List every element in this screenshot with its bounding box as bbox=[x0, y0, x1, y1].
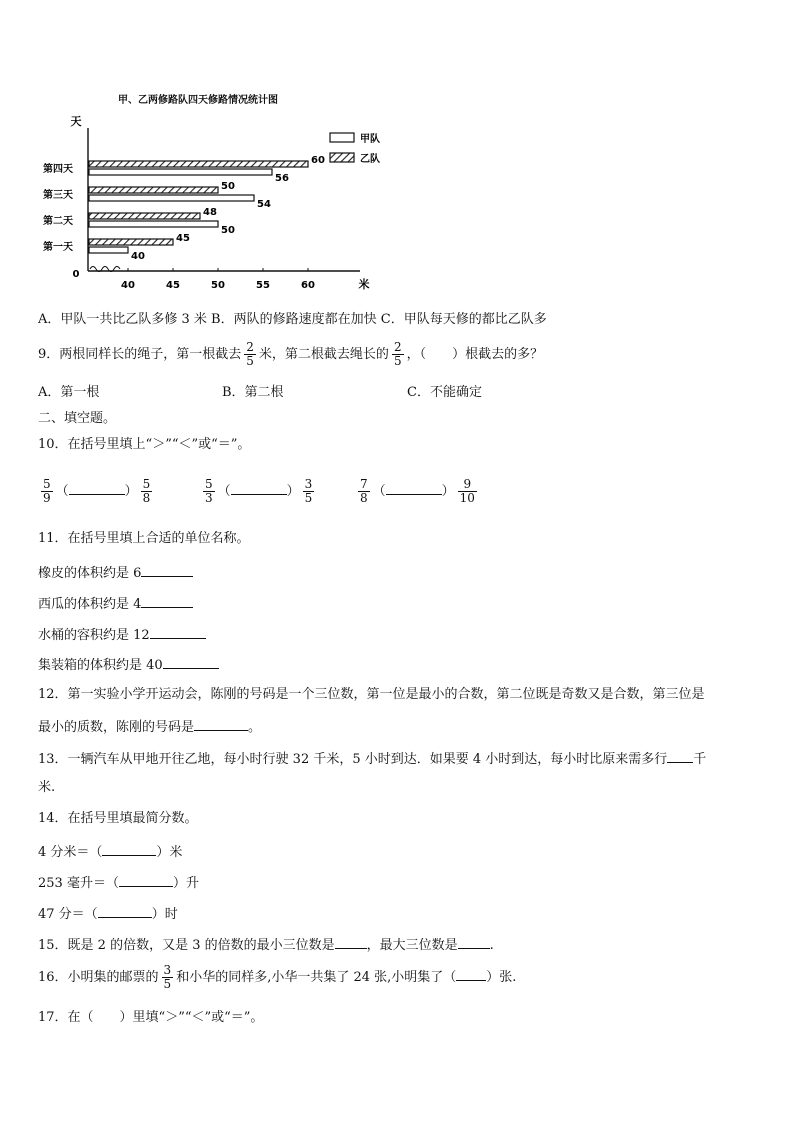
fraction-denominator: 8 bbox=[142, 491, 151, 505]
x-tick-label: 0 bbox=[72, 269, 80, 280]
q11-item-4-text: 集装箱的体积约是 40 bbox=[38, 658, 163, 673]
bar-team-a bbox=[89, 221, 218, 227]
data-label: 50 bbox=[221, 225, 235, 236]
data-label: 56 bbox=[275, 173, 289, 184]
legend-label: 乙队 bbox=[360, 154, 380, 165]
q9-fraction-2-den: 5 bbox=[393, 354, 402, 368]
fraction-numerator: 9 bbox=[463, 477, 472, 491]
fraction-denominator: 9 bbox=[43, 491, 51, 505]
x-tick-label: 45 bbox=[166, 280, 180, 291]
q16-blank[interactable] bbox=[456, 968, 486, 981]
q10-pair-1-left bbox=[41, 478, 53, 505]
q9-fraction-1-num: 2 bbox=[246, 340, 254, 354]
q9-fraction-1 bbox=[244, 341, 256, 368]
q11-item-1-blank[interactable] bbox=[141, 564, 193, 577]
q13-line-1-text: 13．一辆汽车从甲地开往乙地，每小时行驶 32 千米，5 小时到达．如果要 4 小时到达，每小时比原来需多行 bbox=[38, 752, 668, 767]
q11-item-1-text: 橡皮的体积约是 6 bbox=[38, 566, 142, 581]
q13-line-1 bbox=[38, 750, 706, 768]
data-label: 48 bbox=[203, 207, 217, 218]
q16-text-1: 16．小明集的邮票的 bbox=[38, 970, 159, 985]
bar-team-b bbox=[89, 187, 218, 193]
paren-close: ） bbox=[441, 484, 455, 499]
q12-blank[interactable] bbox=[194, 718, 248, 731]
q9-text-3: ，（ ）根截去的多？ bbox=[406, 347, 544, 362]
fraction-denominator: 8 bbox=[360, 491, 368, 505]
category-label: 第二天 bbox=[43, 216, 73, 227]
q11-item-3 bbox=[38, 626, 206, 644]
q10-pair-2-blank[interactable] bbox=[231, 482, 287, 495]
q11-stem: 11．在括号里填上合适的单位名称。 bbox=[38, 531, 250, 546]
q10-stem: 10．在括号里填上“＞”“＜”或“＝”。 bbox=[38, 437, 251, 452]
q15-text-2: ，最大三位数是 bbox=[366, 938, 458, 953]
fraction-denominator: 5 bbox=[304, 491, 313, 505]
fraction-numerator: 5 bbox=[43, 477, 51, 491]
q11-item-3-blank[interactable] bbox=[150, 626, 206, 639]
q14-item-2-pre: 253 毫升＝（ bbox=[38, 876, 119, 891]
q8-options: A．甲队一共比乙队多修 3 米 B．两队的修路速度都在加快 C．甲队每天修的都比乙队多 bbox=[38, 312, 547, 327]
q11-item-4 bbox=[38, 656, 219, 674]
q11-item-2 bbox=[38, 595, 193, 613]
q9-text-1: 9．两根同样长的绳子，第一根截去 bbox=[38, 347, 242, 362]
category-label: 第四天 bbox=[43, 164, 73, 175]
category-label: 第一天 bbox=[43, 242, 73, 253]
q10-pair-3 bbox=[355, 472, 480, 512]
q9-option-c: C．不能确定 bbox=[407, 385, 482, 400]
q16-text-3: ）张. bbox=[486, 970, 517, 985]
q12-line-2 bbox=[38, 718, 261, 736]
paren-close: ） bbox=[124, 484, 138, 499]
q13-blank[interactable] bbox=[667, 750, 693, 763]
q16-fraction bbox=[162, 964, 174, 991]
q14-item-3 bbox=[38, 905, 178, 923]
q10-pair-2-left bbox=[203, 478, 215, 505]
x-tick-label: 55 bbox=[256, 280, 270, 291]
q15 bbox=[38, 936, 494, 954]
bar-team-a bbox=[89, 169, 272, 175]
fraction-denominator: 3 bbox=[205, 491, 213, 505]
fraction-numerator: 3 bbox=[163, 963, 172, 977]
paren-open: （ bbox=[55, 484, 69, 499]
section-title: 二、填空题。 bbox=[38, 411, 117, 426]
data-label: 40 bbox=[131, 251, 145, 262]
q11-item-1 bbox=[38, 564, 193, 582]
q9-fraction-2-num: 2 bbox=[393, 340, 402, 354]
fraction-numerator: 7 bbox=[360, 477, 368, 491]
q14-item-2-post: ）升 bbox=[172, 876, 199, 891]
fraction-numerator: 5 bbox=[142, 477, 151, 491]
legend-swatch bbox=[330, 133, 354, 142]
data-label: 54 bbox=[257, 199, 271, 210]
q14-item-1-blank[interactable] bbox=[102, 843, 156, 856]
legend-label: 甲队 bbox=[360, 134, 380, 145]
q14-stem: 14．在括号里填最简分数。 bbox=[38, 811, 198, 826]
q11-item-2-text: 西瓜的体积约是 4 bbox=[38, 597, 142, 612]
chart-title: 甲、乙两修路队四天修路情况统计图 bbox=[118, 95, 278, 106]
x-tick-label: 40 bbox=[121, 280, 135, 291]
x-axis-label: 米 bbox=[358, 278, 370, 291]
category-label: 第三天 bbox=[43, 190, 73, 201]
q14-item-3-blank[interactable] bbox=[98, 905, 152, 918]
bar-team-a bbox=[89, 247, 128, 253]
q14-item-3-pre: 47 分＝（ bbox=[38, 907, 98, 922]
legend-swatch bbox=[330, 153, 354, 162]
q14-item-2-blank[interactable] bbox=[119, 874, 173, 887]
y-axis-label: 天 bbox=[70, 115, 82, 128]
q14-item-2 bbox=[38, 874, 199, 892]
q17-stem: 17．在（ ）里填“＞”“＜”或“＝”。 bbox=[38, 1010, 264, 1025]
paren-open: （ bbox=[217, 484, 231, 499]
q15-blank-1[interactable] bbox=[335, 936, 367, 949]
data-label: 45 bbox=[176, 233, 190, 244]
q9-fraction-1-den: 5 bbox=[246, 354, 254, 368]
q15-blank-2[interactable] bbox=[458, 936, 490, 949]
q12-line-2-end: 。 bbox=[248, 720, 262, 735]
q13-line-1-end: 千 bbox=[693, 752, 707, 767]
bar-team-a bbox=[89, 195, 254, 201]
q11-item-2-blank[interactable] bbox=[141, 595, 193, 608]
q14-item-1-post: ）米 bbox=[156, 845, 183, 860]
q9-fraction-2 bbox=[392, 341, 404, 368]
q10-pair-1-right bbox=[141, 478, 153, 505]
bar-team-b bbox=[89, 239, 173, 245]
q14-item-1-pre: 4 分米＝（ bbox=[38, 845, 103, 860]
q9-option-b: B．第二根 bbox=[222, 385, 284, 400]
q12-line-1: 12．第一实验小学开运动会，陈刚的号码是一个三位数，第一位是最小的合数，第二位既是奇数又是合数，第三位是 bbox=[38, 687, 705, 702]
paren-close: ） bbox=[286, 484, 300, 499]
x-tick-label: 60 bbox=[301, 280, 315, 291]
q16 bbox=[38, 958, 516, 998]
fraction-denominator: 5 bbox=[163, 977, 172, 991]
q10-pair-3-left bbox=[358, 478, 370, 505]
q16-text-2: 和小华的同样多,小华一共集了 24 张,小明集了（ bbox=[176, 970, 457, 985]
bar-chart bbox=[0, 0, 794, 300]
q9-stem bbox=[38, 340, 543, 370]
fraction-denominator: 10 bbox=[459, 491, 475, 505]
data-label: 60 bbox=[311, 155, 325, 166]
paren-open: （ bbox=[372, 484, 386, 499]
bar-team-b bbox=[89, 161, 308, 167]
x-tick-label: 50 bbox=[211, 280, 225, 291]
q14-item-3-post: ）时 bbox=[151, 907, 178, 922]
q9-option-a: A．第一根 bbox=[38, 385, 100, 400]
q10-pair-1 bbox=[38, 472, 155, 512]
q10-pair-2 bbox=[200, 472, 317, 512]
q10-pair-3-right bbox=[458, 478, 477, 505]
q14-item-1 bbox=[38, 843, 182, 861]
q9-text-2: 米，第二根截去绳长的 bbox=[258, 347, 389, 362]
q11-item-3-text: 水桶的容积约是 12 bbox=[38, 628, 150, 643]
data-label: 50 bbox=[221, 181, 235, 192]
fraction-numerator: 5 bbox=[205, 477, 213, 491]
q10-pair-3-blank[interactable] bbox=[386, 482, 442, 495]
bar-team-b bbox=[89, 213, 200, 219]
q13-line-2: 米. bbox=[38, 780, 56, 795]
q12-line-2-text: 最小的质数，陈刚的号码是 bbox=[38, 720, 195, 735]
q15-text-1: 15．既是 2 的倍数，又是 3 的倍数的最小三位数是 bbox=[38, 938, 335, 953]
fraction-numerator: 3 bbox=[304, 477, 313, 491]
q11-item-4-blank[interactable] bbox=[163, 656, 219, 669]
q10-pair-2-right bbox=[303, 478, 315, 505]
q15-text-3: . bbox=[489, 938, 494, 953]
q10-pair-1-blank[interactable] bbox=[69, 482, 125, 495]
